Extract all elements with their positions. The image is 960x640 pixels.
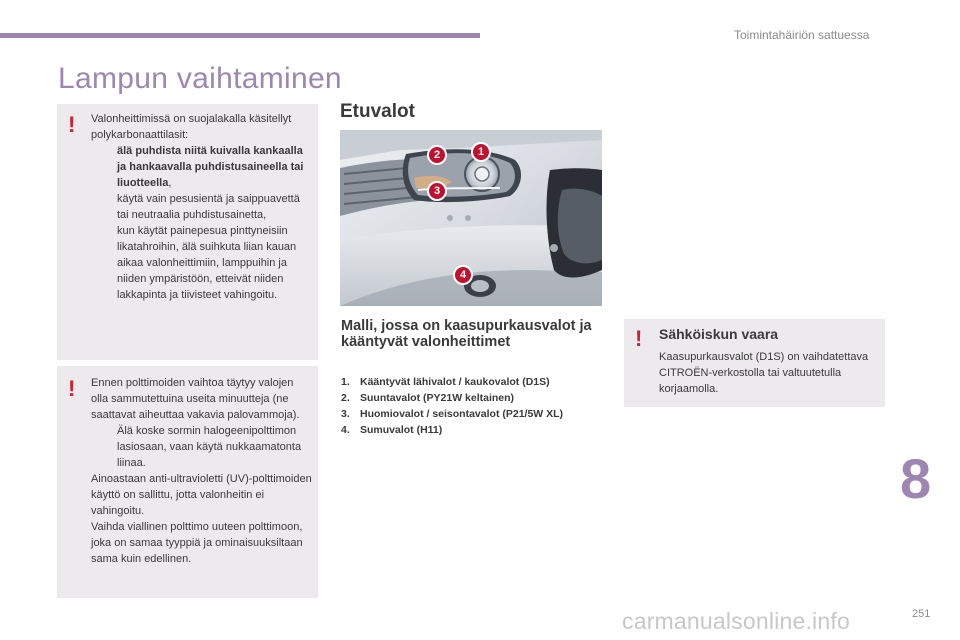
warning-text bbox=[91, 111, 313, 303]
callout-4: 4 bbox=[453, 265, 473, 285]
list-item bbox=[91, 223, 313, 303]
callout-2: 2 bbox=[427, 145, 447, 165]
exclamation-icon: ! bbox=[68, 376, 76, 401]
section-header: Toimintahäiriön sattuessa bbox=[734, 28, 870, 42]
warning-text bbox=[91, 375, 313, 567]
bullet-bold-text: älä puhdista niitä kuivalla kankaalla ja hankaavalla puhdistusaineella tai liuotteella bbox=[117, 145, 304, 189]
headlight-illustration bbox=[340, 130, 602, 306]
warning-box-hot-bulbs bbox=[57, 366, 318, 598]
callout-3: 3 bbox=[427, 181, 447, 201]
warning-paragraph: Vaihda viallinen polttimo uuteen polttimoon, joka on samaa tyyppiä ja ominaisuuksiltaan sama kuin edellinen. bbox=[91, 521, 303, 565]
list-item: 4. Sumuvalot (H11) bbox=[341, 424, 443, 436]
warning-intro: Valonheittimissä on suojalakalla käsitellyt polykarbonaattilasit: bbox=[91, 113, 292, 141]
bullet-text: kun käytät painepesua pinttyneisiin likatahroihin, älä suihkuta liian kauan aikaa valonheittimiin, lamppuihin ja niiden ympäristöön, etteivät niiden lakkapinta ja tiivisteet vahingoitu. bbox=[117, 225, 297, 301]
exclamation-icon: ! bbox=[68, 112, 76, 137]
watermark: carmanualsonline.info bbox=[622, 608, 850, 634]
bullet-text: Älä koske sormin halogeenipolttimon lasiosaan, vaan käytä nukkaamatonta liinaa. bbox=[117, 425, 302, 469]
list-item: älä puhdista niitä kuivalla kankaalla ja hankaavalla puhdistusaineella tai liuotteella, bbox=[117, 145, 304, 189]
bulb-list bbox=[341, 374, 621, 438]
warning-text: Kaasupurkausvalot (D1S) on vaihdatettava CITROËN-verkostolla tai valtuutetulla korjaamolla. bbox=[659, 351, 869, 395]
page-number: 251 bbox=[912, 608, 931, 620]
section-title: Etuvalot bbox=[340, 101, 415, 122]
chapter-number: 8 bbox=[900, 447, 932, 510]
page-title: Lampun vaihtaminen bbox=[58, 62, 342, 95]
warning-paragraph: Ainoastaan anti-ultravioletti (UV)-polttimoiden käyttö on sallittu, jotta valonheitin ei vahingoitu. bbox=[91, 473, 312, 517]
list-item bbox=[91, 423, 313, 471]
header-accent-bar bbox=[0, 33, 480, 38]
list-item: 3. Huomiovalot / seisontavalot (P21/5W XL) bbox=[341, 408, 564, 420]
list-item bbox=[91, 191, 313, 223]
model-subtitle: Malli, jossa on kaasupurkausvalot ja kääntyvät valonheittimet bbox=[341, 318, 592, 350]
warning-box-polycarbonate bbox=[57, 104, 318, 360]
warning-paragraph: Ennen polttimoiden vaihtoa täytyy valojen olla sammutettuina useita minuutteja (ne saattavat aiheuttaa vakavia palovammoja). bbox=[91, 377, 300, 421]
list-item: 1. Kääntyvät lähivalot / kaukovalot (D1S) bbox=[341, 376, 550, 388]
callout-1: 1 bbox=[471, 142, 491, 162]
list-item: 2. Suuntavalot (PY21W keltainen) bbox=[341, 392, 515, 404]
bullet-text: käytä vain pesusientä ja saippuavettä tai neutraalia puhdistusainetta, bbox=[117, 193, 300, 221]
warning-title: Sähköiskun vaara bbox=[659, 326, 779, 342]
exclamation-icon: ! bbox=[635, 326, 643, 351]
warning-box-electric-shock bbox=[624, 319, 885, 407]
